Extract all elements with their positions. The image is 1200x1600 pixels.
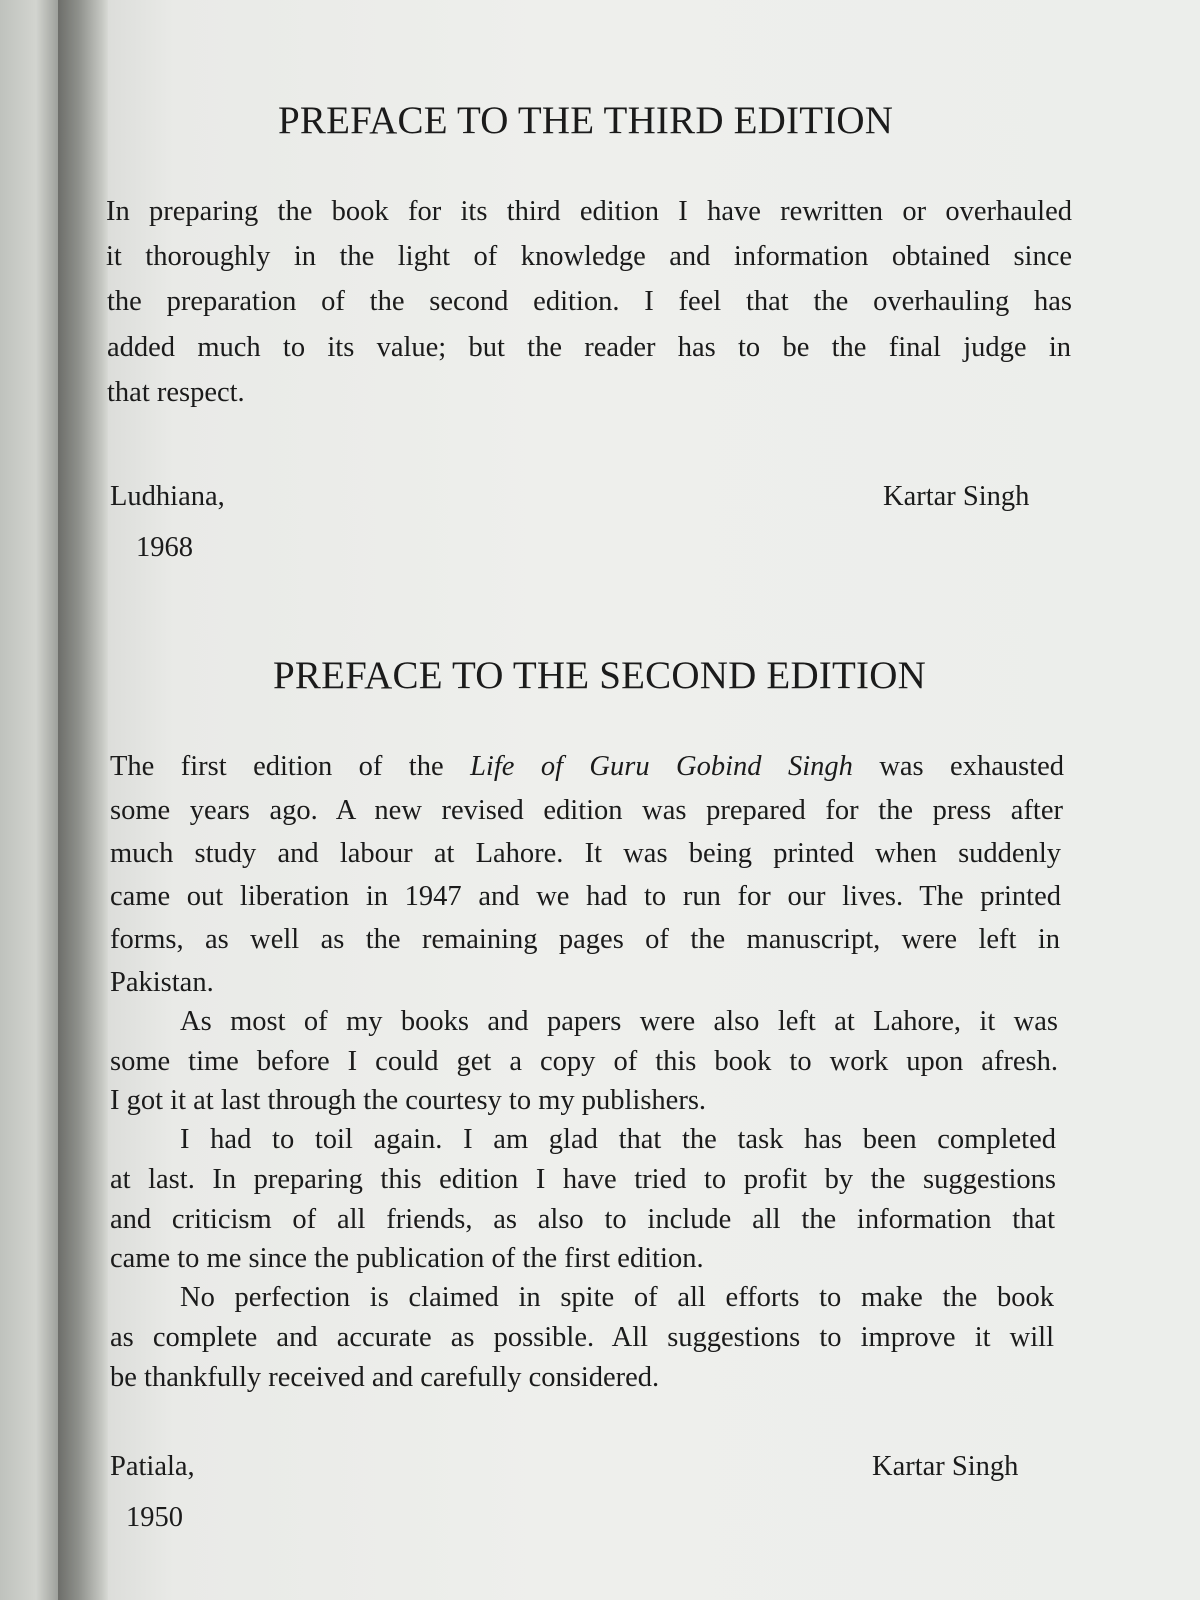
second-edition-line-4: came out liberation in 1947 and we had to run for our lives. The printed — [110, 881, 1061, 912]
second-edition-place: Patiala, — [110, 1451, 195, 1482]
second-edition-line-15: as complete and accurate as possible. All suggestions to improve it will — [110, 1322, 1054, 1353]
second-edition-author: Kartar Singh — [872, 1451, 1019, 1482]
second-edition-line-3: much study and labour at Lahore. It was being printed when suddenly — [110, 838, 1061, 869]
second-edition-year: 1950 — [126, 1502, 183, 1533]
second-edition-heading: PREFACE TO THE SECOND EDITION — [273, 654, 926, 697]
third-edition-author: Kartar Singh — [883, 481, 1030, 512]
second-edition-line-9: I got it at last through the courtesy to my publishers. — [110, 1085, 707, 1116]
second-edition-line-1-start: The first edition of the — [110, 751, 444, 782]
book-gutter-shadow — [58, 0, 110, 1600]
third-edition-line-1: In preparing the book for its third edition I have rewritten or overhauled — [106, 196, 1072, 227]
second-edition-line-13: came to me since the publication of the first edition. — [110, 1243, 704, 1274]
second-edition-line-6: Pakistan. — [110, 967, 214, 998]
third-edition-place: Ludhiana, — [110, 481, 225, 512]
second-edition-line-10: I had to toil again. I am glad that the task has been completed — [180, 1124, 1056, 1155]
third-edition-year: 1968 — [136, 532, 193, 563]
second-edition-line-1 — [110, 750, 1064, 784]
second-edition-line-11: at last. In preparing this edition I have tried to profit by the suggestions — [110, 1164, 1056, 1195]
third-edition-line-2: it thoroughly in the light of knowledge and information obtained since — [106, 241, 1072, 272]
book-spine-edge — [0, 0, 60, 1600]
second-edition-line-2: some years ago. A new revised edition was prepared for the press after — [110, 795, 1063, 826]
third-edition-heading: PREFACE TO THE THIRD EDITION — [278, 99, 894, 142]
second-edition-line-7: As most of my books and papers were also left at Lahore, it was — [180, 1006, 1058, 1037]
second-edition-line-14: No perfection is claimed in spite of all efforts to make the book — [180, 1282, 1054, 1313]
second-edition-line-5: forms, as well as the remaining pages of the manuscript, were left in — [110, 924, 1060, 955]
second-edition-line-1-end: was exhausted — [879, 751, 1065, 782]
book-page — [108, 0, 1200, 1600]
third-edition-line-3: the preparation of the second edition. I feel that the overhauling has — [107, 286, 1072, 317]
third-edition-line-4: added much to its value; but the reader has to be the final judge in — [107, 332, 1071, 363]
second-edition-line-16: be thankfully received and carefully considered. — [110, 1362, 660, 1393]
book-title-italic: Life of Guru Gobind Singh — [470, 751, 853, 782]
third-edition-line-5: that respect. — [107, 377, 245, 408]
second-edition-line-8: some time before I could get a copy of this book to work upon afresh. — [110, 1046, 1058, 1077]
second-edition-line-12: and criticism of all friends, as also to include all the information that — [110, 1204, 1055, 1235]
